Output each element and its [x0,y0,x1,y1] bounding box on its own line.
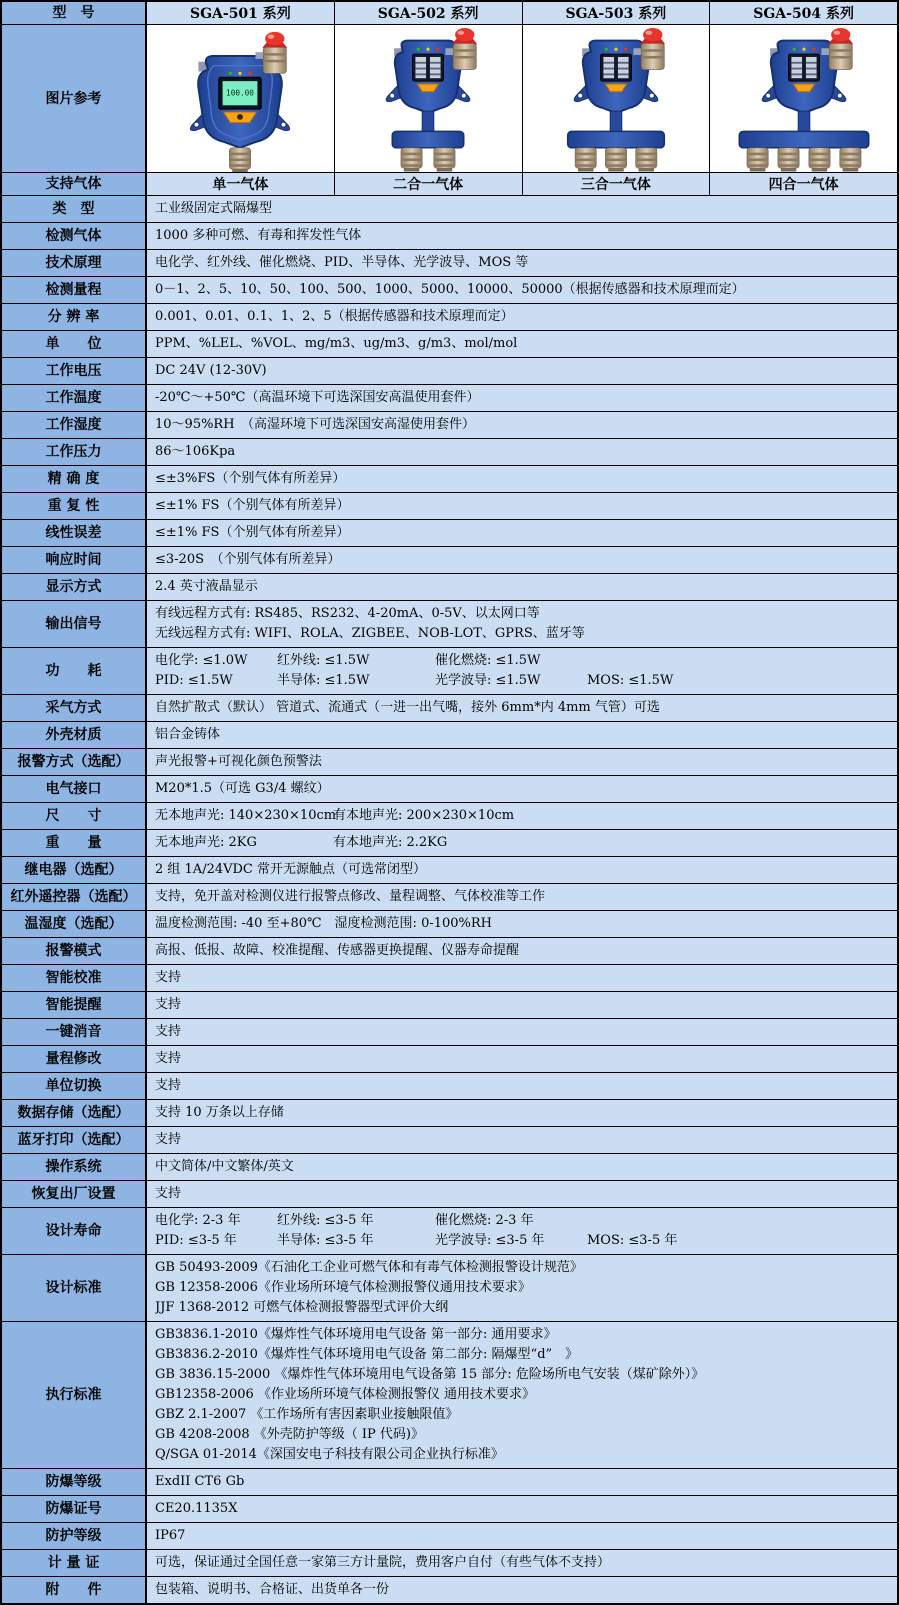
value-line: ≤±1% FS（个别气体有所差异） [155,498,350,513]
spec-row [2,992,897,1019]
spec-row [2,277,897,304]
model-header-sga-504: SGA-504 系列 [710,2,897,24]
spec-row [2,695,897,722]
spec-row-label: 执行标准 [2,1322,147,1468]
spec-row [2,412,897,439]
spec-row-value [147,722,897,748]
value-segment: 半导体: ≤1.5W [277,673,370,688]
value-line: GB 50493-2009《石油化工企业可燃气体和有毒气体检测报警设计规范》 [155,1260,583,1275]
value-segment: 电化学: 2-3 年 [155,1213,241,1228]
spec-row-label: 电气接口 [2,776,147,802]
value-line: GB3836.2-2010《爆炸性气体环境用电气设备 第二部分: 隔爆型“d” 》 [155,1347,579,1362]
value-segment: PID: ≤1.5W [155,673,233,688]
value-line [155,806,889,826]
value-line: ≤±1% FS（个别气体有所差异） [155,525,350,540]
spec-row-label: 分 辨 率 [2,304,147,330]
value-line [155,1231,889,1251]
spec-row [2,1046,897,1073]
spec-row-label: 响应时间 [2,547,147,573]
spec-row [2,1469,897,1496]
spec-row [2,722,897,749]
spec-row-label: 操作系统 [2,1154,147,1180]
spec-row [2,911,897,938]
spec-row-label: 报警模式 [2,938,147,964]
spec-row-value [147,601,897,647]
spec-row-value [147,1181,897,1207]
spec-row-value [147,574,897,600]
spec-row [2,250,897,277]
spec-row-label: 红外遥控器（选配） [2,884,147,910]
value-line: ≤3-20S （个别气体有所差异） [155,552,341,567]
spec-row [2,1523,897,1550]
value-line: 有线远程方式有: RS485、RS232、4-20mA、0-5V、以太网口等 [155,606,540,621]
gas-detector-illustration-4 [710,26,897,172]
value-line: GB3836.1-2010《爆炸性气体环境用电气设备 第一部分: 通用要求》 [155,1327,557,1342]
spec-row-value [147,749,897,775]
spec-row-label: 尺 寸 [2,803,147,829]
spec-row-label: 量程修改 [2,1046,147,1072]
value-line: 中文简体/中文繁体/英文 [155,1159,294,1174]
spec-row-value [147,1496,897,1522]
value-segment: 光学波导: ≤1.5W [435,673,541,688]
spec-row [2,965,897,992]
model-header-sga-502: SGA-502 系列 [335,2,523,24]
spec-row-value [147,884,897,910]
spec-row-label: 恢复出厂设置 [2,1181,147,1207]
value-segment: 催化燃烧: 2-3 年 [435,1213,534,1228]
spec-row-value [147,1550,897,1576]
spec-row-label: 设计标准 [2,1255,147,1321]
spec-row-label: 外壳材质 [2,722,147,748]
spec-row-value [147,938,897,964]
spec-row-label: 计 量 证 [2,1550,147,1576]
value-line: 支持 [155,1132,182,1147]
value-line: 0.001、0.01、0.1、1、2、5（根据传感器和技术原理而定） [155,309,514,324]
supported-gas-row [2,173,897,196]
spec-row [2,776,897,803]
spec-row-value [147,304,897,330]
value-line: CE20.1135X [155,1501,238,1516]
spec-row-label: 技术原理 [2,250,147,276]
spec-row-value [147,911,897,937]
spec-row [2,1181,897,1208]
spec-row [2,223,897,250]
value-segment: 有本地声光: 2.2KG [333,835,448,850]
value-line: DC 24V (12-30V) [155,363,267,378]
svg-text:100.00: 100.00 [226,88,255,98]
spec-row-value [147,385,897,411]
spec-row-value [147,830,897,856]
value-segment: 电化学: ≤1.0W [155,653,248,668]
spec-row-label: 继电器（选配） [2,857,147,883]
spec-row-value [147,1100,897,1126]
spec-row-value [147,439,897,465]
spec-row-label: 蓝牙打印（选配） [2,1127,147,1153]
value-line: 2.4 英寸液晶显示 [155,579,258,594]
spec-row-label: 线性误差 [2,520,147,546]
spec-row [2,1127,897,1154]
spec-row-value [147,1255,897,1321]
spec-row-value [147,547,897,573]
value-line: 支持，免开盖对检测仪进行报警点修改、量程调整、气体校准等工作 [155,889,546,904]
spec-row [2,385,897,412]
value-segment: 无本地声光: 2KG [155,835,257,850]
spec-row-label: 设计寿命 [2,1208,147,1254]
value-segment: 红外线: ≤1.5W [277,653,370,668]
model-header-row [2,2,897,25]
value-line: 支持 [155,970,182,985]
product-image-cell [335,25,523,172]
spec-row-label: 功 耗 [2,648,147,694]
spec-row-label: 重 复 性 [2,493,147,519]
value-segment: 无本地声光: 140×230×10cm [155,808,337,823]
value-line [155,671,889,691]
value-line: -20℃～+50℃（高温环境下可选深国安高温使用套件） [155,390,480,405]
gas-detector-illustration-2 [335,26,522,172]
spec-row-value [147,520,897,546]
spec-row-value [147,695,897,721]
spec-row [2,547,897,574]
spec-row-label: 采气方式 [2,695,147,721]
spec-row [2,196,897,223]
value-segment: 光学波导: ≤3-5 年 [435,1233,545,1248]
spec-row-value [147,1523,897,1549]
model-header-sga-503: SGA-503 系列 [523,2,711,24]
spec-row-value [147,1469,897,1495]
spec-row [2,358,897,385]
value-line: 铝合金铸体 [155,727,221,742]
spec-row [2,1019,897,1046]
spec-row-value [147,1577,897,1603]
value-line: GB12358-2006 《作业场所环境气体检测报警仪 通用技术要求》 [155,1387,536,1402]
spec-row-label: 工作温度 [2,385,147,411]
spec-row-value [147,776,897,802]
spec-row-value [147,992,897,1018]
value-line: GBZ 2.1-2007 《工作场所有害因素职业接触限值》 [155,1407,459,1422]
spec-row-label: 输出信号 [2,601,147,647]
value-line: 高报、低报、故障、校准提醒、传感器更换提醒、仪器寿命提醒 [155,943,520,958]
value-segment: 催化燃烧: ≤1.5W [435,653,541,668]
spec-row [2,1073,897,1100]
spec-row [2,1322,897,1469]
spec-row [2,1208,897,1255]
spec-row-label: 检测气体 [2,223,147,249]
spec-row-label: 防爆证号 [2,1496,147,1522]
value-line: 声光报警+可视化颜色预警法 [155,754,322,769]
row-label-image: 图片参考 [2,25,147,172]
spec-row-label: 工作电压 [2,358,147,384]
spec-row [2,1550,897,1577]
spec-row [2,648,897,695]
spec-row-value [147,277,897,303]
spec-row-label: 智能提醒 [2,992,147,1018]
value-segment: PID: ≤3-5 年 [155,1233,237,1248]
spec-row-value [147,857,897,883]
value-line: 无线远程方式有: WIFI、ROLA、ZIGBEE、NOB-LOT、GPRS、蓝牙等 [155,626,585,641]
spec-row-label: 单 位 [2,331,147,357]
spec-row [2,574,897,601]
spec-row-label: 温湿度（选配） [2,911,147,937]
gas-detector-illustration-1 [147,26,334,172]
spec-row-label: 检测量程 [2,277,147,303]
spec-row-label: 精 确 度 [2,466,147,492]
value-line [155,1211,889,1231]
row-label-gas: 支持气体 [2,173,147,195]
value-line: 电化学、红外线、催化燃烧、PID、半导体、光学波导、MOS 等 [155,255,529,270]
value-segment: 有本地声光: 200×230×10cm [333,808,515,823]
spec-row-value [147,1154,897,1180]
value-line: 温度检测范围: -40 至+80℃ 湿度检测范围: 0-100%RH [155,916,493,931]
spec-row [2,857,897,884]
spec-row-value [147,1208,897,1254]
spec-rows [2,196,897,1603]
spec-row-label: 数据存储（选配） [2,1100,147,1126]
spec-row [2,803,897,830]
spec-row [2,1255,897,1322]
value-line: 86～106Kpa [155,444,236,459]
spec-row-value [147,965,897,991]
spec-row-label: 工作湿度 [2,412,147,438]
spec-row-label: 单位切换 [2,1073,147,1099]
value-line: PPM、%LEL、%VOL、mg/m3、ug/m3、g/m3、mol/mol [155,336,518,351]
spec-row [2,1496,897,1523]
gas-detector-illustration-3 [523,26,710,172]
spec-row-value [147,223,897,249]
spec-row-value [147,803,897,829]
spec-row-label: 防爆等级 [2,1469,147,1495]
value-segment: 红外线: ≤3-5 年 [277,1213,374,1228]
value-line [155,651,889,671]
value-line: 支持 [155,997,182,1012]
spec-row [2,520,897,547]
spec-row-label: 类 型 [2,196,147,222]
model-header-sga-501: SGA-501 系列 [147,2,335,24]
spec-row-value [147,466,897,492]
value-line: ExdII CT6 Gb [155,1474,245,1489]
spec-row-value [147,331,897,357]
spec-row [2,493,897,520]
spec-row-label: 防护等级 [2,1523,147,1549]
value-line: IP67 [155,1528,186,1543]
spec-row [2,884,897,911]
spec-row [2,938,897,965]
value-line: 1000 多种可燃、有毒和挥发性气体 [155,228,362,243]
value-line [155,833,889,853]
supported-gas-value: 二合一气体 [335,173,523,195]
product-image-cell [710,25,897,172]
spec-row-label: 工作压力 [2,439,147,465]
spec-row-value [147,412,897,438]
product-image-cell [147,25,335,172]
value-line: 支持 [155,1051,182,1066]
value-line: 包装箱、说明书、合格证、出货单各一份 [155,1582,390,1597]
value-line: 10～95%RH （高湿环境下可选深国安高湿使用套件） [155,417,476,432]
spec-row-value [147,648,897,694]
spec-row-value [147,493,897,519]
spec-row-value [147,1127,897,1153]
spec-row-label: 附 件 [2,1577,147,1603]
spec-row-value [147,358,897,384]
value-line: GB 3836.15-2000 《爆炸性气体环境用电气设备第 15 部分: 危险场所电气安装（煤矿除外）》 [155,1367,705,1382]
value-line: 工业级固定式隔爆型 [155,201,273,216]
value-line: 可选，保证通过全国任意一家第三方计量院，费用客户自付（有些气体不支持） [155,1555,611,1570]
row-label-model: 型 号 [2,2,147,24]
value-line: GB 4208-2008 《外壳防护等级（ IP 代码)》 [155,1427,424,1442]
spec-row [2,1154,897,1181]
spec-row [2,439,897,466]
value-segment: MOS: ≤3-5 年 [587,1233,678,1248]
value-line: 支持 [155,1078,182,1093]
spec-row-label: 一键消音 [2,1019,147,1045]
spec-row-value [147,1073,897,1099]
product-image-row [2,25,897,173]
spec-row [2,331,897,358]
product-image-cell [523,25,711,172]
value-line: Q/SGA 01-2014《深国安电子科技有限公司企业执行标准》 [155,1447,504,1462]
spec-row-label: 重 量 [2,830,147,856]
value-line: JJF 1368-2012 可燃气体检测报警器型式评价大纲 [155,1300,449,1315]
value-line: 2 组 1A/24VDC 常开无源触点（可选常闭型） [155,862,427,877]
supported-gas-value: 四合一气体 [710,173,897,195]
value-line: 0－1、2、5、10、50、100、500、1000、5000、10000、50000（根据传感器和技术原理而定） [155,282,745,297]
value-line: GB 12358-2006《作业场所环境气体检测报警仪通用技术要求》 [155,1280,531,1295]
spec-row-value [147,1322,897,1468]
spec-row-value [147,250,897,276]
spec-row [2,1100,897,1127]
value-segment: MOS: ≤1.5W [587,673,674,688]
value-line: 自然扩散式（默认） 管道式、流通式（一进一出气嘴，接外 6mm*内 4mm 气管）可选 [155,700,660,715]
spec-row [2,601,897,648]
spec-row-label: 显示方式 [2,574,147,600]
spec-row-label: 智能校准 [2,965,147,991]
value-line: 支持 [155,1186,182,1201]
spec-row-value [147,1046,897,1072]
spec-row-value [147,196,897,222]
spec-row [2,304,897,331]
spec-row [2,466,897,493]
spec-row [2,830,897,857]
supported-gas-value: 单一气体 [147,173,335,195]
spec-row-label: 报警方式（选配） [2,749,147,775]
value-line: ≤±3%FS（个别气体有所差异） [155,471,346,486]
value-line: 支持 [155,1024,182,1039]
spec-row [2,1577,897,1603]
spec-row-value [147,1019,897,1045]
supported-gas-value: 三合一气体 [523,173,711,195]
value-line: M20*1.5（可选 G3/4 螺纹） [155,781,330,796]
value-segment: 半导体: ≤3-5 年 [277,1233,374,1248]
spec-row [2,749,897,776]
value-line: 支持 10 万条以上存储 [155,1105,284,1120]
